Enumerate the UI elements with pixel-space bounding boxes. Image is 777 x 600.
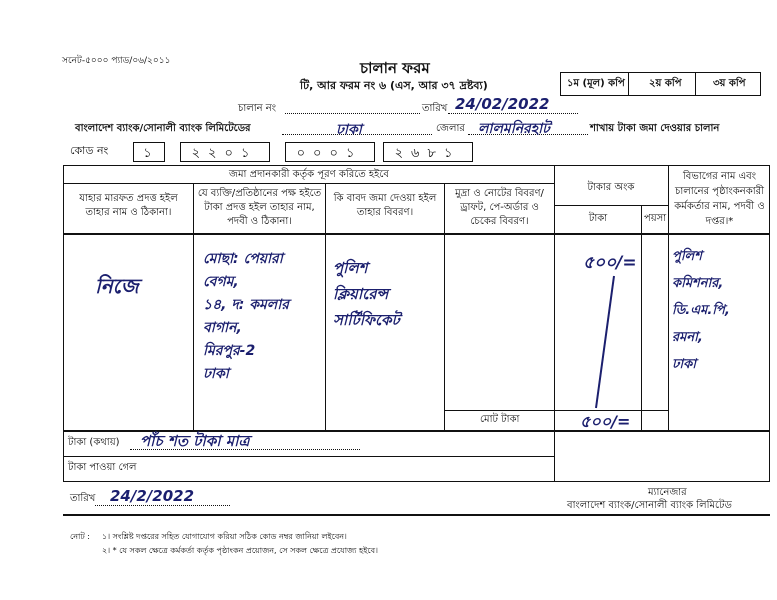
col4-header: মুদ্রা ও নোটের বিবরণ/ ড্রাফট, পে-অর্ডার ও চেকের বিবরণ। [455, 188, 544, 227]
depositor-banner: জমা প্রদানকারী কর্তৃক পূরণ করিতে হইবে [229, 169, 389, 180]
district-label: জেলার [436, 123, 465, 134]
paisa-header: পয়সা [643, 213, 667, 224]
copy-third: ৩য় কপি [713, 78, 746, 89]
form-subtitle: টি, আর ফরম নং ৬ (এস, আর ৩৭ দ্রষ্টব্য) [300, 79, 488, 92]
col1-header: যাহার মারফত প্রদত্ত হইল তাহার নাম ও ঠিকানা। [79, 193, 178, 218]
notes-label: নোট : [70, 532, 90, 541]
code-segment-4: ২৬৮১ [383, 142, 473, 162]
challan-no-label: চালান নং [238, 103, 277, 114]
challan-no-field [285, 113, 420, 114]
note-1: ১। সংশ্লিষ্ট দপ্তরের সহিত যোগাযোগ করিয়া সঠিক কোড নম্বর জানিয়া লইবেন। [102, 532, 347, 541]
words-label: টাকা (কথায়) [68, 437, 120, 448]
copy-second: ২য় কপি [649, 78, 682, 89]
bottom-date-value: 24/2/2022 [110, 487, 195, 505]
deposit-label: শাখায় টাকা জমা দেওয়ার চালান [590, 123, 720, 134]
form-code: সনেট-৫০০০ প্যাড/০৬/২০১১ [62, 56, 171, 66]
received-label: টাকা পাওয়া গেল [68, 462, 137, 473]
note-2: ২। * যে সকল ক্ষেত্রে কর্মকর্তা কর্তৃক পৃষ্ঠাংকন প্রয়োজন, সে সকল ক্ষেত্রে প্রযোজ্য হইবে। [102, 546, 378, 555]
code-segment-3: ০০০১ [285, 142, 375, 162]
form-title: চালান ফরম [360, 59, 430, 77]
col3-header: কি বাবদ জমা দেওয়া হইল তাহার বিবরণ। [333, 193, 437, 218]
date-label: তারিখ [422, 103, 448, 114]
manager-title: ম্যানেজার [648, 487, 687, 498]
bank-line-label: বাংলাদেশ ব্যাংক/সোনালী ব্যাংক লিমিটেডের [75, 123, 251, 134]
code-segment-1: ১ [133, 142, 165, 162]
total-label: মোট টাকা [480, 414, 520, 425]
branch-value: ঢাকা [336, 122, 362, 138]
code-label: কোড নং [70, 144, 109, 157]
amount-header: টাকার অংক [587, 182, 635, 193]
words-value: পাঁচ শত টাকা মাত্র [140, 432, 250, 450]
dept-header: বিভাগের নাম এবং চালানের পৃষ্ঠাংকনকারী কর্মকর্তার নাম, পদবী ও দপ্তর।* [674, 171, 765, 227]
entry-department: পুলিশ কমিশনার, ডি.এম.পি, রমনা, ঢাকা [672, 249, 730, 372]
manager-bank: বাংলাদেশ ব্যাংক/সোনালী ব্যাংক লিমিটেড [567, 500, 732, 511]
entry-amount: ৫০০/= [583, 253, 637, 273]
entry-on-behalf-of: মোছা: পেয়ারা বেগম, ১৪, দ: কমলার বাগান, মিরপুর-2 ঢাকা [203, 251, 289, 382]
copies-box [560, 72, 761, 96]
amount-strike-mark [590, 272, 620, 412]
copy-original: ১ম (মূল) কপি [567, 78, 625, 89]
total-value: ৫০০/= [580, 412, 631, 431]
taka-header: টাকা [588, 213, 608, 224]
bottom-date-label: তারিখ [70, 493, 96, 504]
date-value: 24/02/2022 [455, 95, 550, 113]
district-value: লালমনিরহাট [478, 121, 550, 137]
code-segment-2: ২২০১ [180, 142, 270, 162]
col2-header: যে ব্যক্তি/প্রতিষ্ঠানের পক্ষ হইতে টাকা প্রদত্ত হইল তাহার নাম, পদবী ও ঠিকানা। [197, 188, 322, 227]
entry-purpose: পুলিশ ক্লিয়ারেন্স সার্টিফিকেট [333, 259, 400, 329]
entry-paid-by: নিজে [95, 274, 139, 298]
